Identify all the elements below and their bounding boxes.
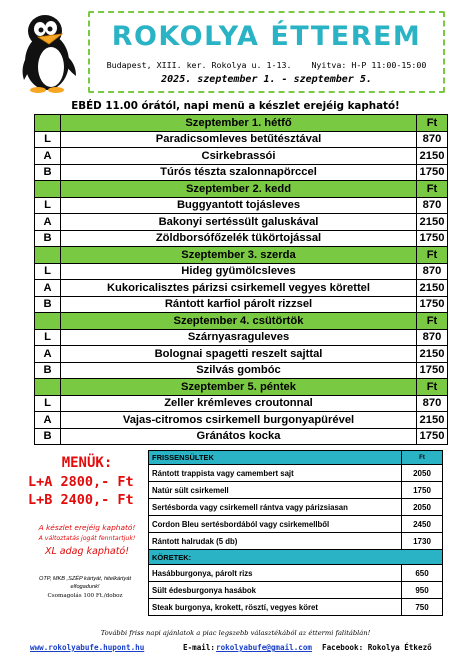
email-label: E-mail: (183, 643, 216, 652)
dish-name: Szilvás gombóc (61, 362, 417, 379)
grill-sides-table (148, 450, 443, 616)
grill-item-row (149, 465, 443, 482)
menu-code: L (35, 263, 61, 280)
dish-name: Bolognai spagetti reszelt sajttal (61, 346, 417, 363)
menu-code: A (35, 346, 61, 363)
dish-name: Hideg gyümölcsleves (61, 263, 417, 280)
dish-price: 870 (417, 131, 448, 148)
side-item-row (149, 565, 443, 582)
day-header-row (35, 313, 448, 330)
menu-code: A (35, 280, 61, 297)
day-header-row (35, 247, 448, 264)
grill-item-price: 1750 (402, 482, 443, 499)
side-item-row (149, 582, 443, 599)
menu-code: B (35, 428, 61, 445)
grill-item-row (149, 516, 443, 533)
menu-code: L (35, 329, 61, 346)
grill-item-row (149, 499, 443, 516)
lunch-note: EBÉD 11.00 órától, napi menü a készlet erejéig kapható! (71, 100, 400, 112)
menu-item-row (35, 280, 448, 297)
menu-code: A (35, 148, 61, 165)
menu-item-row (35, 296, 448, 313)
side-item-name: Steak burgonya, krokett, rösztí, vegyes köret (149, 599, 402, 616)
day-header-blank (35, 379, 61, 396)
grill-item-row (149, 533, 443, 550)
dish-price: 2150 (417, 346, 448, 363)
side-item-price: 650 (402, 565, 443, 582)
day-header-blank (35, 115, 61, 132)
grill-item-row (149, 482, 443, 499)
menu-item-row (35, 412, 448, 429)
menu-item-row (35, 197, 448, 214)
menu-code: B (35, 296, 61, 313)
dish-price: 1750 (417, 230, 448, 247)
stock-note: A készlet erejéig kapható! (38, 523, 136, 532)
grill-item-price: 2450 (402, 516, 443, 533)
ft-label: Ft (417, 115, 448, 132)
day-name: Szeptember 2. kedd (61, 181, 417, 198)
menu-code: A (35, 412, 61, 429)
section-title: FRISSENSÜLTEK (149, 451, 402, 465)
menu-item-row (35, 148, 448, 165)
side-item-price: 950 (402, 582, 443, 599)
menu-combo-la: L+A 2800,- Ft (28, 474, 134, 490)
ft-label: Ft (402, 451, 443, 465)
email-link[interactable]: rokolyabufe@gmail.com (216, 643, 313, 652)
payment-note-1: OTP, MKB ,SZÉP kártyát, hitelkártyát (38, 576, 131, 582)
menu-code: B (35, 230, 61, 247)
dish-name: Vajas-citromos csirkemell burgonyapürével (61, 412, 417, 429)
header-box (88, 11, 445, 93)
section-header-row (149, 451, 443, 465)
penguin-logo (18, 12, 80, 94)
change-note: A változtatás jogát fenntartjuk! (38, 535, 136, 542)
menuk-title: MENÜK: (61, 455, 113, 471)
grill-item-name: Sertésborda vagy csirkemell rántva vagy párizsiasan (149, 499, 402, 516)
menu-item-row (35, 362, 448, 379)
restaurant-title: ROKOLYA ÉTTEREM (111, 21, 422, 52)
dish-price: 870 (417, 263, 448, 280)
dish-name: Paradicsomleves betűtésztával (61, 131, 417, 148)
dish-price: 1750 (417, 362, 448, 379)
website-link[interactable]: www.rokolyabufe.hupont.hu (30, 643, 145, 652)
dish-price: 870 (417, 197, 448, 214)
side-item-name: Hasábburgonya, párolt rizs (149, 565, 402, 582)
day-name: Szeptember 4. csütörtök (61, 313, 417, 330)
payment-note-2: elfogadunk! (70, 584, 100, 590)
facebook-label: Facebook: Rokolya Étkező (322, 643, 432, 652)
dish-price: 2150 (417, 280, 448, 297)
dish-name: Buggyantott tojásleves (61, 197, 417, 214)
dish-price: 2150 (417, 148, 448, 165)
dish-price: 2150 (417, 412, 448, 429)
menu-code: L (35, 197, 61, 214)
grill-item-price: 2050 (402, 465, 443, 482)
grill-item-name: Rántott trappista vagy camembert sajt (149, 465, 402, 482)
menu-code: B (35, 164, 61, 181)
ft-label: Ft (417, 313, 448, 330)
menu-code: A (35, 214, 61, 231)
menu-item-row (35, 346, 448, 363)
section-title: KÖRETEK: (149, 550, 443, 565)
dish-price: 870 (417, 329, 448, 346)
menu-item-row (35, 164, 448, 181)
dish-price: 1750 (417, 428, 448, 445)
grill-item-price: 2050 (402, 499, 443, 516)
xl-note: XL adag kapható! (44, 546, 130, 557)
grill-item-price: 1730 (402, 533, 443, 550)
side-item-row (149, 599, 443, 616)
grill-item-name: Rántott halrudak (5 db) (149, 533, 402, 550)
ft-label: Ft (417, 247, 448, 264)
dish-name: Zöldborsófőzelék tükörtojással (61, 230, 417, 247)
dish-name: Csirkebrassói (61, 148, 417, 165)
dish-name: Túrós tészta szalonnapörccel (61, 164, 417, 181)
dish-name: Zeller krémleves croutonnal (61, 395, 417, 412)
side-item-name: Sült édesburgonya hasábok (149, 582, 402, 599)
day-header-row (35, 379, 448, 396)
side-item-price: 750 (402, 599, 443, 616)
day-header-blank (35, 181, 61, 198)
menu-item-row (35, 131, 448, 148)
grill-item-name: Natúr sült csirkemell (149, 482, 402, 499)
day-header-blank (35, 247, 61, 264)
packaging-note: Csomagolás 100 Ft./doboz (47, 593, 123, 599)
day-header-row (35, 115, 448, 132)
dish-price: 1750 (417, 164, 448, 181)
ft-label: Ft (417, 379, 448, 396)
dish-price: 1750 (417, 296, 448, 313)
dish-price: 870 (417, 395, 448, 412)
footer-note: További friss napi ajánlatok a piac legszebb választékából az éttermi falitáblán! (100, 629, 371, 637)
day-header-row (35, 181, 448, 198)
menu-code: L (35, 395, 61, 412)
menu-code: B (35, 362, 61, 379)
dish-name: Gránátos kocka (61, 428, 417, 445)
week-dates: 2025. szeptember 1. - szeptember 5. (161, 74, 372, 85)
day-name: Szeptember 5. péntek (61, 379, 417, 396)
dish-name: Szárnyasraguleves (61, 329, 417, 346)
daily-menu-table (34, 114, 448, 445)
grill-item-name: Cordon Bleu sertésbordából vagy csirkemellből (149, 516, 402, 533)
dish-price: 2150 (417, 214, 448, 231)
menu-combo-lb: L+B 2400,- Ft (28, 492, 134, 508)
address-hours: Budapest, XIII. ker. Rokolya u. 1-13. Nyitva: H-P 11:00-15:00 (106, 60, 427, 70)
menu-item-row (35, 230, 448, 247)
section-header-row (149, 550, 443, 565)
dish-name: Bakonyi sertéssült galuskával (61, 214, 417, 231)
day-name: Szeptember 1. hétfő (61, 115, 417, 132)
day-header-blank (35, 313, 61, 330)
dish-name: Rántott karfiol párolt rizzsel (61, 296, 417, 313)
menu-item-row (35, 428, 448, 445)
menu-item-row (35, 214, 448, 231)
day-name: Szeptember 3. szerda (61, 247, 417, 264)
ft-label: Ft (417, 181, 448, 198)
menu-item-row (35, 329, 448, 346)
menu-item-row (35, 395, 448, 412)
dish-name: Kukoricalisztes párizsi csirkemell vegyes körettel (61, 280, 417, 297)
menu-item-row (35, 263, 448, 280)
menu-code: L (35, 131, 61, 148)
